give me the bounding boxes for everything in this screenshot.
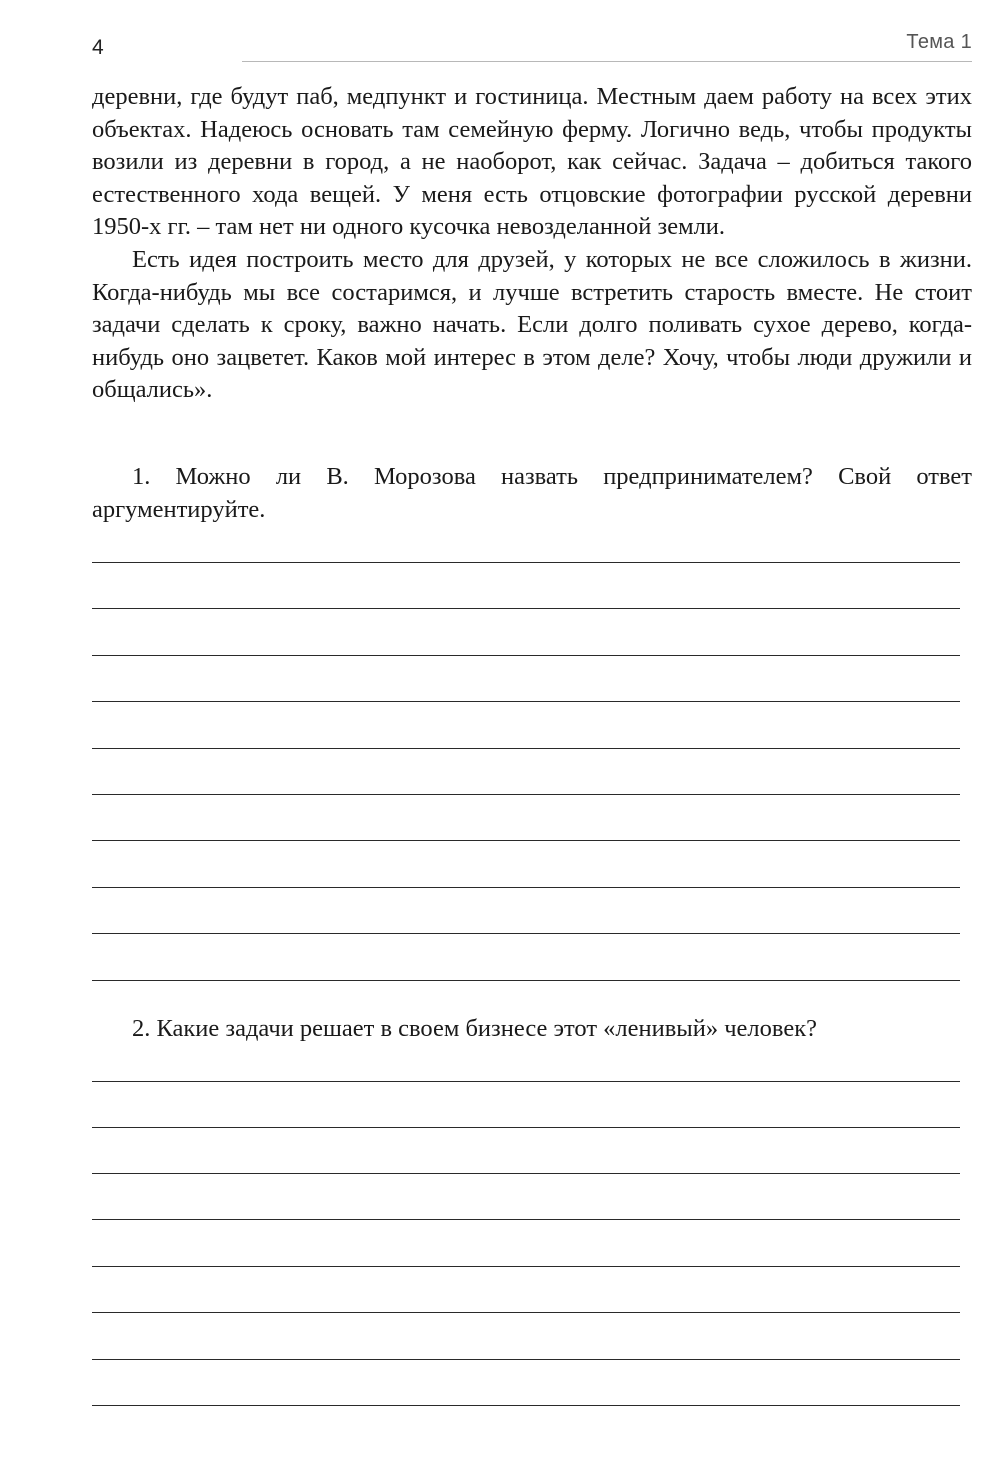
running-head: Тема 1 (906, 31, 972, 53)
answer-line[interactable] (92, 794, 960, 795)
answer-line[interactable] (92, 1173, 960, 1174)
answer-line[interactable] (92, 562, 960, 563)
answer-line[interactable] (92, 1405, 960, 1406)
answer-line[interactable] (92, 840, 960, 841)
answer-line[interactable] (92, 1312, 960, 1313)
page-number: 4 (92, 36, 104, 59)
answer-line[interactable] (92, 748, 960, 749)
answer-line[interactable] (92, 655, 960, 656)
paragraph-continued: деревни, где будут паб, медпункт и гостиница. Местным даем работу на всех этих объектах. Надеюсь основать там семейную ферму. Логично ведь, чтобы продукты возили из деревни в город, а не наоборот, как сейчас. Задача – добиться такого естественного хода вещей. У меня есть отцовские фотографии русской деревни 1950-х гг. – там нет ни одного кусочка невозделанной земли. (92, 83, 972, 241)
answer-line[interactable] (92, 701, 960, 702)
answer-line[interactable] (92, 933, 960, 934)
answer-line[interactable] (92, 608, 960, 609)
header-divider (242, 61, 972, 62)
answer-line[interactable] (92, 1127, 960, 1128)
answer-line[interactable] (92, 1219, 960, 1220)
answer-line[interactable] (92, 1266, 960, 1267)
question-1: 1. Можно ли В. Морозова назвать предпринимателем? Свой ответ аргументируйте. (92, 463, 972, 523)
answer-line[interactable] (92, 1359, 960, 1360)
question-2: 2. Какие задачи решает в своем бизнесе этот «ленивый» человек? (132, 1015, 817, 1042)
answer-line[interactable] (92, 980, 960, 981)
paragraph-2: Есть идея построить место для друзей, у которых не все сложилось в жизни. Когда-нибудь мы все состаримся, и лучше встретить старость вместе. Не стоит задачи сделать к сроку, важно начать. Если долго поливать сухое дерево, когда-нибудь оно зацветет. Каков мой интерес в этом деле? Хочу, чтобы люди дружили и общались». (92, 245, 972, 404)
page-header (92, 30, 972, 64)
body-text (92, 81, 972, 407)
answer-line[interactable] (92, 887, 960, 888)
answer-line[interactable] (92, 1081, 960, 1082)
